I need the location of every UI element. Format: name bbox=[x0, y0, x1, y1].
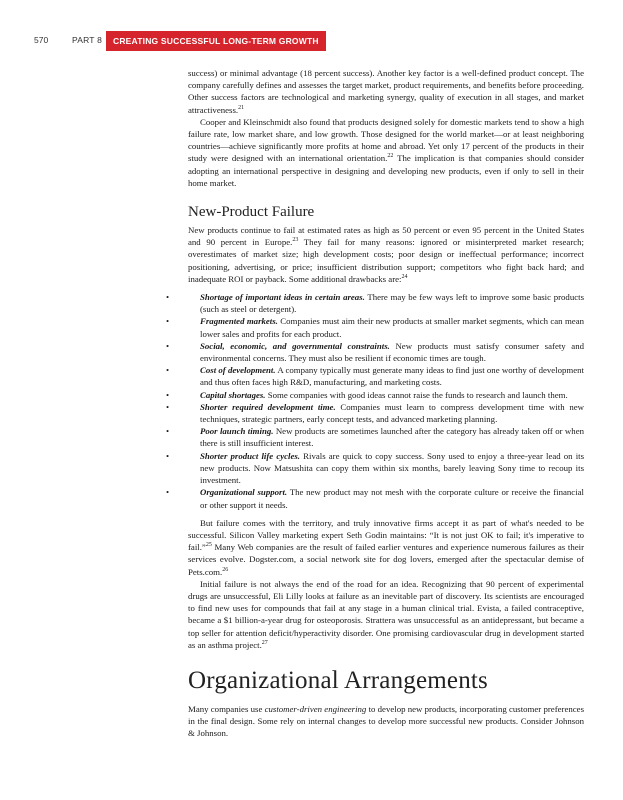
list-item-text: New products are sometimes launched after the category has already taken off or when there is still insufficient interest. bbox=[200, 426, 584, 449]
list-item-term: Organizational support. bbox=[200, 487, 288, 498]
list-item-text: A company typically must generate many ideas to find just one worthy of development and thus often faces high R&D, manufacturing, and marketing costs. bbox=[200, 365, 585, 388]
part-label: PART 8 bbox=[72, 35, 103, 45]
list-item-term: Capital shortages. bbox=[200, 389, 266, 400]
list-item bbox=[166, 486, 584, 510]
section-heading-organizational-arrangements: Organizational Arrangements bbox=[188, 666, 488, 694]
list-item bbox=[166, 364, 585, 388]
list-item-term: Cost of development. bbox=[200, 365, 276, 376]
bullet-icon: • bbox=[166, 316, 170, 327]
list-item-term: Fragmented markets. bbox=[200, 316, 278, 327]
footnote-ref: 22 bbox=[387, 153, 394, 160]
list-item bbox=[166, 291, 584, 315]
list-item bbox=[166, 315, 584, 339]
text-column bbox=[166, 67, 585, 740]
footnote-ref: 25 bbox=[205, 542, 212, 549]
footnote-ref: 24 bbox=[401, 273, 408, 280]
bullet-icon: • bbox=[166, 426, 170, 437]
paragraph-text: to develop new products, incorporating customer preferences in the final design. Some rely on internal changes to develop more successful new products. Consider Johnson & Johnson. bbox=[188, 703, 584, 739]
page-number: 570 bbox=[34, 35, 49, 45]
bullet-icon: • bbox=[166, 401, 170, 412]
paragraph-text: Many companies use bbox=[188, 703, 265, 714]
paragraph-text: Many Web companies are the result of failed earlier ventures and experience numerous failures as their services evolve. Dogster.com, a social network site for dog lovers, emerged after the spectacular demise of Pets.com. bbox=[188, 542, 584, 577]
list-item-term: Poor launch timing. bbox=[200, 426, 274, 437]
running-head bbox=[0, 31, 623, 51]
list-item-text: Companies must learn to compress development time with new techniques, strategic partners, early concept tests, and advanced marketing planning. bbox=[200, 401, 584, 425]
paragraph-text: They fail for many reasons: ignored or misinterpreted market research; overestimates of market size; high development costs; poor design or ineffectual performance; incorrect positioning, advertising, or price; insufficient distribution support; competitors who fight back hard; and inadequate ROI or payback. Some additional drawbacks are: bbox=[188, 237, 585, 284]
list-item-term: Shortage of important ideas in certain areas. bbox=[200, 292, 365, 303]
bullet-icon: • bbox=[166, 292, 170, 303]
paragraph bbox=[188, 703, 584, 740]
paragraph-text: Initial failure is not always the end of the road for an idea. Recognizing that 90 percent of experimental drugs are unsuccessful, Eli Lilly looks at failure as an inevitable part of discovery. Its scientists are encouraged to find new uses for compounds that fail at any stage in a human clinical trial. Evista, a failed contraceptive, became a $1 billion-a-year drug for osteoporosis. Strattera was unsuccessful as an antidepressant, but became a top seller for attention deficit/hyperactivity disorder. One promising cardiovascular drug in development started as an asthma project. bbox=[188, 578, 584, 650]
paragraph bbox=[188, 578, 584, 651]
paragraph-text: But failure comes with the territory, and truly innovative firms accept it as part of what's needed to be successful. Silicon Valley marketing expert Seth Godin maintains: “It is not just OK to fail; it's imperative to fail.” bbox=[188, 517, 584, 553]
section-banner: CREATING SUCCESSFUL LONG-TERM GROWTH bbox=[106, 31, 326, 51]
list-item-text: There may be few ways left to improve some basic products (such as steel or detergent). bbox=[200, 292, 584, 315]
paragraph bbox=[188, 116, 584, 189]
list-item-text: The new product may not mesh with the corporate culture or receive the financial or other support it needs. bbox=[200, 487, 584, 510]
list-item bbox=[166, 425, 584, 449]
list-item bbox=[166, 389, 584, 401]
bullet-icon: • bbox=[166, 389, 170, 400]
paragraph bbox=[188, 67, 584, 116]
bullet-icon: • bbox=[166, 365, 170, 376]
paragraph-text: New products continue to fail at estimated rates as high as 50 percent or even 95 percent in the United States and 90 percent in Europe. bbox=[188, 225, 584, 248]
footnote-ref: 27 bbox=[261, 639, 268, 646]
paragraph bbox=[188, 517, 584, 578]
drawbacks-list bbox=[166, 291, 585, 511]
paragraph-text: success) or minimal advantage (18 percent success). Another key factor is a well-defined product concept. The company carefully defines and assesses the target market, product requirements, and benefits before proceeding. Other success factors are technological and marketing synergy, quality of execution in all stages, and market attractiveness. bbox=[188, 68, 584, 115]
list-item-text: New products must satisfy consumer safety and environmental concerns. They must also be resilient if economic times are tough. bbox=[200, 340, 584, 364]
list-item bbox=[166, 450, 585, 487]
bullet-icon: • bbox=[166, 487, 170, 498]
list-item-text: Companies must aim their new products at smaller market segments, which can mean lower sales and profits for each product. bbox=[200, 316, 584, 339]
bullet-icon: • bbox=[166, 340, 170, 351]
list-item-term: Shorter product life cycles. bbox=[200, 450, 301, 461]
list-item-text: Rivals are quick to copy success. Sony used to enjoy a three-year lead on its new products. Now Matsushita can copy them within six months, barely leaving Sony time to recoup its investment. bbox=[200, 450, 585, 486]
footnote-ref: 23 bbox=[292, 237, 299, 244]
footnote-ref: 21 bbox=[238, 104, 245, 111]
paragraph-emphasis: customer-driven engineering bbox=[264, 703, 367, 714]
footnote-ref: 26 bbox=[222, 566, 229, 573]
paragraph bbox=[188, 224, 584, 285]
list-item bbox=[166, 340, 584, 364]
bullet-icon: • bbox=[166, 450, 170, 461]
list-item bbox=[166, 401, 584, 425]
list-item-term: Social, economic, and governmental constraints. bbox=[200, 340, 390, 351]
paragraph-text: The implication is that companies should consider adopting an international perspective in designing and developing new products, even if only to sell in their home market. bbox=[188, 153, 585, 188]
section-heading-new-product-failure: New-Product Failure bbox=[188, 204, 315, 221]
list-item-text: Some companies with good ideas cannot raise the funds to research and launch them. bbox=[265, 389, 568, 400]
paragraph-text: Cooper and Kleinschmidt also found that products designed solely for domestic markets tend to show a high failure rate, low market share, and low growth. Those designed for the world market—or at least neighboring countries—achieve significantly more profits at home and abroad. Yet only 17 percent of the products in their study were designed with an international orientation. bbox=[188, 116, 584, 164]
list-item-term: Shorter required development time. bbox=[200, 401, 336, 412]
